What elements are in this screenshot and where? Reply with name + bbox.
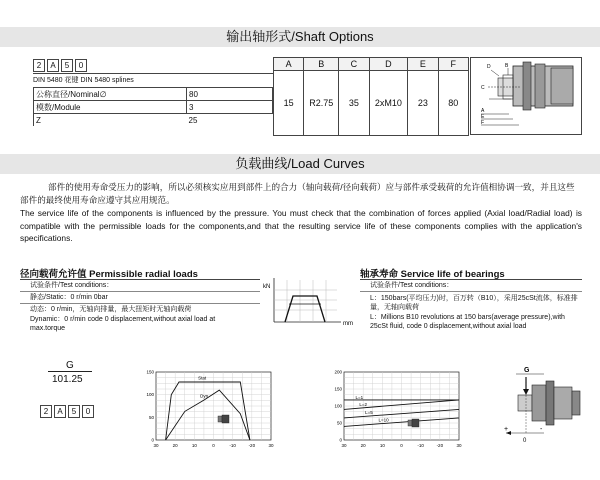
dimension-value-row (274, 71, 469, 136)
assembly-plus: + (504, 426, 509, 433)
drawing-label-b: B (505, 63, 509, 69)
x-tick-label: -20 (248, 443, 256, 448)
y-tick-label: 100 (334, 403, 342, 409)
series-label: L=10 (378, 417, 389, 423)
table-row (34, 88, 273, 101)
drawing-label-e: E (481, 114, 485, 120)
radial-dynamic-zh: 动态：0 r/min，无轴向排量，最大扭矩时无轴向载荷 (30, 306, 192, 313)
dim-header-b: B (304, 58, 339, 71)
dim-value-c: 35 (339, 71, 369, 136)
dim-header-e: E (408, 58, 438, 71)
row-value: 80 (187, 88, 273, 101)
assembly-minus: - (540, 426, 543, 433)
radial-test-conditions: 试验条件/Test conditions： (30, 282, 114, 289)
y-tick-label: 150 (146, 369, 154, 375)
diagram-kn-label: kN (263, 284, 271, 290)
bearing-heading: 轴承寿命 Service life of bearings (360, 269, 505, 280)
assembly-zero: 0 (523, 438, 527, 444)
code-digit: 0 (75, 59, 87, 72)
load-text-zh: 部件的使用寿命受压力的影响，所以必须核实应用到部件上的合力（轴向载荷/径向载荷）应与部件承受载荷的允许值相协调一致，并且这些部件的最终使用寿命应遵守其应用规范。 (20, 182, 575, 205)
drawing-label-a: A (481, 108, 485, 114)
y-tick-label: 150 (334, 386, 342, 392)
dim-header-d: D (369, 58, 408, 71)
x-tick-label: 30 (268, 443, 274, 448)
bearing-text-en: L：Millions B10 revolutions at 150 bars(average pressure),with 25cSt fluid, code 0 displacement,without axial load (370, 314, 565, 330)
row-value: 3 (187, 101, 273, 114)
motor-assembly-drawing (500, 363, 590, 445)
x-tick-label: 10 (191, 443, 197, 448)
x-tick-label: 0 (212, 443, 215, 448)
x-tick-label: 0 (400, 443, 403, 448)
load-curves-title-band (0, 154, 600, 174)
bearing-test-conditions: 试验条件/Test conditions： (370, 282, 454, 289)
series-line (166, 382, 250, 440)
dim-value-e: 23 (408, 71, 438, 136)
x-tick-label: 10 (379, 443, 385, 448)
x-tick-label: 30 (456, 443, 462, 448)
g-code (40, 405, 96, 418)
radial-static: 静态/Static：0 r/min 0bar (30, 294, 108, 301)
dim-value-d: 2xM10 (369, 71, 408, 136)
g-divider (48, 371, 92, 372)
bearing-life-chart (330, 368, 465, 450)
row-label: 模数/Module (34, 101, 187, 114)
spline-title: DIN 5480 花键 DIN 5480 splines (33, 77, 134, 84)
motor-icon (408, 420, 412, 426)
x-tick-label: 30 (341, 443, 347, 448)
load-profile-diagram (263, 274, 353, 330)
dim-header-a: A (274, 58, 304, 71)
y-tick-label: 50 (148, 414, 154, 420)
x-tick-label: -20 (436, 443, 444, 448)
diagram-mm-label: mm (343, 321, 353, 327)
code-digit: 5 (68, 405, 80, 418)
series-label: Dyn (200, 393, 209, 399)
x-tick-label: 20 (172, 443, 178, 448)
shaft-drawing (471, 58, 581, 134)
code-digit: A (54, 405, 66, 418)
dim-value-f: 80 (438, 71, 468, 136)
row-value: 25 (188, 115, 198, 125)
drawing-label-d: D (487, 64, 491, 70)
y-tick-label: 0 (339, 437, 342, 443)
series-label: Stat (198, 375, 207, 381)
radial-dynamic-en: Dynamic：0 r/min code 0 displacement,without axial load at max.torque (30, 316, 216, 332)
divider (20, 303, 260, 304)
shaft-drawing-frame (470, 57, 582, 135)
y-tick-label: 200 (334, 369, 342, 375)
x-tick-label: 20 (360, 443, 366, 448)
divider (33, 73, 273, 74)
dim-header-c: C (339, 58, 369, 71)
load-text-en: The service life of the components is influenced by the pressure. You must check that the combination of forces applied (Axial load/Radial load) is compatible with the permissible loads for the components,and that the resulting service life of these components complies with the application's specifications. (20, 208, 582, 243)
dim-header-f: F (438, 58, 468, 71)
code-digit: 2 (33, 59, 45, 72)
row-label: Z (34, 114, 187, 127)
series-label: L=2 (359, 402, 367, 407)
motor-icon (218, 416, 222, 422)
g-value: 101.25 (52, 374, 83, 385)
spline-table (33, 87, 273, 126)
divider (20, 279, 260, 280)
x-tick-label: 30 (153, 443, 159, 448)
row-label: 公称直径/Nominal∅ (34, 88, 187, 101)
motor-icon (412, 419, 419, 427)
dimension-header-row (274, 58, 469, 71)
divider (360, 279, 582, 280)
assembly-g-label: G (524, 367, 530, 374)
shaft-code (33, 59, 89, 72)
series-label: L=5 (365, 410, 373, 416)
drawing-label-f: F (481, 120, 485, 126)
table-row (34, 101, 273, 114)
y-tick-label: 0 (151, 437, 154, 443)
radial-heading: 径向载荷允许值 Permissible radial loads (20, 269, 198, 280)
drawing-label-c: C (481, 85, 485, 91)
series-label: L=1 (355, 394, 364, 400)
shaft-options-title-band (0, 27, 600, 47)
code-digit: 0 (82, 405, 94, 418)
load-curves-title: 负载曲线/Load Curves (235, 156, 365, 171)
divider (20, 291, 260, 292)
table-row (34, 114, 273, 127)
code-digit: 5 (61, 59, 73, 72)
divider (360, 291, 582, 292)
g-letter: G (66, 360, 74, 371)
dim-value-b: R2.75 (304, 71, 339, 136)
x-tick-label: -10 (417, 443, 424, 448)
dimension-table (273, 57, 469, 136)
y-tick-label: 50 (336, 420, 342, 426)
code-digit: 2 (40, 405, 52, 418)
code-digit: A (47, 59, 59, 72)
dim-value-a: 15 (274, 71, 304, 136)
y-tick-label: 100 (146, 392, 154, 398)
shaft-options-title: 输出轴形式/Shaft Options (226, 29, 374, 44)
bearing-text-zh: L：150bars(平均压力)时，百万转（B10），采用25cSt流体，标准排量，无轴向载荷 (370, 295, 578, 311)
radial-load-chart (142, 368, 282, 450)
motor-icon (222, 415, 229, 423)
x-tick-label: -10 (229, 443, 236, 448)
